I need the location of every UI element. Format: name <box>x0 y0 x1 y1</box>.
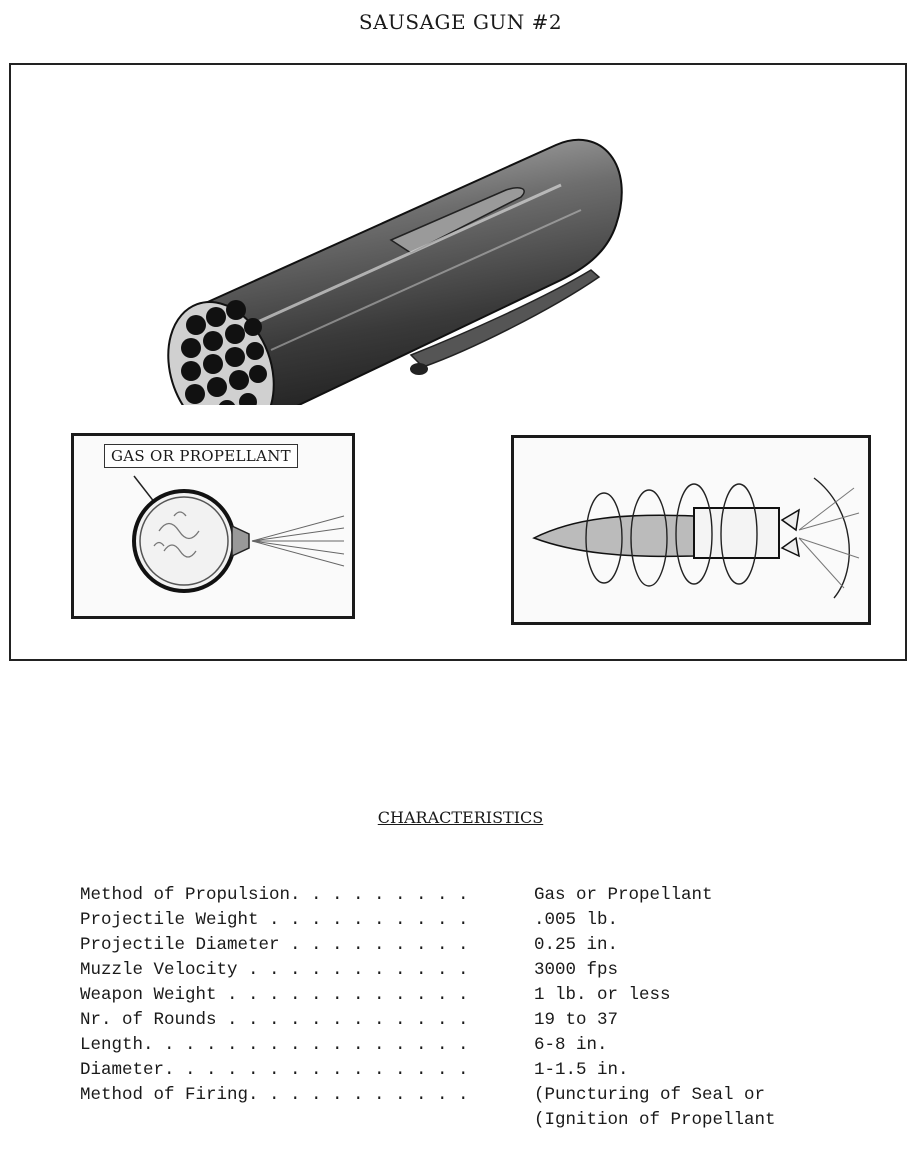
spec-label: Nr. of Rounds . . . . . . . . . . . . <box>80 1010 469 1030</box>
spec-label: Length. . . . . . . . . . . . . . . . <box>80 1035 469 1055</box>
characteristics-heading: CHARACTERISTICS <box>377 808 544 827</box>
spec-label: Projectile Diameter . . . . . . . . . <box>80 935 469 955</box>
spec-row-weapon-weight <box>80 983 776 1008</box>
spec-row-muzzle-velocity <box>80 958 776 983</box>
characteristics-table <box>80 883 776 1133</box>
illustration-frame <box>9 63 907 661</box>
spec-row-diameter <box>80 1058 776 1083</box>
spec-label: Method of Propulsion. . . . . . . . . <box>80 885 469 905</box>
spec-label: Weapon Weight . . . . . . . . . . . . <box>80 985 469 1005</box>
spec-value: 3000 fps <box>534 960 619 980</box>
spec-value: .005 lb. <box>534 910 619 930</box>
spec-row-projectile-weight <box>80 908 776 933</box>
spec-value: 1-1.5 in. <box>534 1060 629 1080</box>
spec-label: Projectile Weight . . . . . . . . . . <box>80 910 469 930</box>
spec-value: 1 lb. or less <box>534 985 671 1005</box>
page-title: SAUSAGE GUN #2 <box>358 10 563 34</box>
spec-row-projectile-diameter <box>80 933 776 958</box>
spec-value: 6-8 in. <box>534 1035 608 1055</box>
sausage-gun-illustration <box>161 105 641 405</box>
spinning-projectile-diagram <box>514 438 868 622</box>
spec-value: Gas or Propellant <box>534 885 713 905</box>
gas-propellant-label: GAS OR PROPELLANT <box>104 444 298 468</box>
spec-row-length <box>80 1033 776 1058</box>
spec-row-propulsion <box>80 883 776 908</box>
spec-row-firing <box>80 1083 776 1108</box>
spec-label: Method of Firing. . . . . . . . . . . <box>80 1085 469 1105</box>
spec-label: Muzzle Velocity . . . . . . . . . . . <box>80 960 469 980</box>
propellant-chamber-diagram <box>74 436 352 616</box>
spec-firing-continuation: (Ignition of Propellant <box>534 1110 776 1130</box>
spec-label: Diameter. . . . . . . . . . . . . . . <box>80 1060 469 1080</box>
spec-row-rounds <box>80 1008 776 1033</box>
spec-value: 0.25 in. <box>534 935 619 955</box>
spec-value: (Puncturing of Seal or <box>534 1085 766 1105</box>
spec-value: 19 to 37 <box>534 1010 619 1030</box>
propellant-inset <box>71 433 355 619</box>
projectile-inset <box>511 435 871 625</box>
